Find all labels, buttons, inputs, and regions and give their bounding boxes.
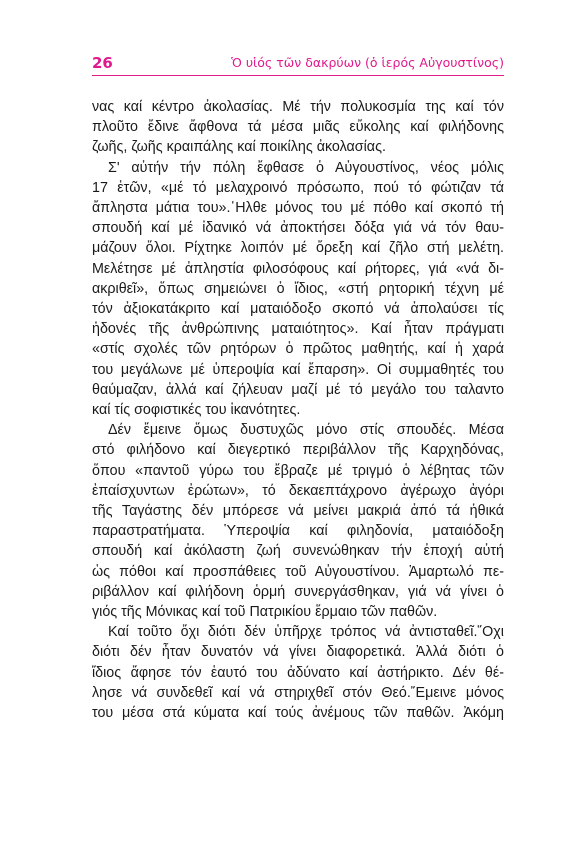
- text-line: ἐπαίσχυντων ἐρώτων», τό δεκαεπτάχρονο ἀγέρωχο ἀγόρι: [92, 482, 504, 499]
- text-line: ἡδονές τῆς ἀνθρώπινης ματαιότητος». Καί ἦταν πράγματι: [92, 321, 504, 338]
- text-line: ζωῆς, ζωῆς κραιπάλης καί ποικίλης ἀκολασίας.: [92, 139, 386, 156]
- paragraph: [92, 97, 504, 158]
- page-number: 26: [92, 54, 113, 72]
- text-line: διότι δέν ἦταν δυνατόν νά γίνει διαφορετικά. Ἀλλά διότι ὁ: [92, 644, 504, 661]
- body-text: [92, 97, 504, 723]
- text-line: Μελέτησε μέ ἀπληστία φιλοσόφους καί ρήτορες, γιά «νά δι-: [92, 260, 504, 277]
- text-line: καί τίς σοφιστικές του ἱκανότητες.: [92, 402, 301, 419]
- paragraph: [92, 420, 504, 622]
- text-line: στό φιλήδονο καί διεγερτικό περιβάλλον τῆς Καρχηδόνας,: [92, 442, 504, 459]
- text-line: Καί τοῦτο ὄχι διότι δέν ὑπῆρχε τρόπος νά ἀντισταθεῖ.῞Οχι: [108, 624, 504, 641]
- text-line: ὅπου «παντοῦ γύρω του ἔβραζε μέ τριγμό ὁ λέβητας τῶν: [92, 462, 504, 479]
- paragraph: [92, 622, 504, 723]
- text-line: μάζουν ὅλοι. Ρίχτηκε λοιπόν μέ ὄρεξη καί ζῆλο στή μελέτη.: [92, 240, 504, 257]
- text-line: σπουδή καί ἀκόλαστη ζωή συνενώθηκαν τήν ἐποχή αὐτή: [92, 543, 504, 560]
- text-line: ἄπληστα μάτια του».῾Ηλθε μόνος του μέ πόθο καί σκοπό τή: [92, 200, 504, 217]
- running-title: Ὁ υἱός τῶν δακρύων (ὁ ἱερός Αὐγουστίνος): [231, 55, 504, 70]
- text-line: του μεγάλωνε μέ ὑπεροψία καί ἔπαρση». Οἱ συμμαθητές του: [92, 361, 504, 378]
- text-line: πλοῦτο ἔδινε ἄφθονα τά μέσα μιᾶς εὔκολης καί φιλήδονης: [92, 119, 504, 136]
- text-line: σπουδή καί μέ ἰδανικό νά ἀποκτήσει δόξα γιά νά τόν θαυ-: [92, 220, 504, 237]
- page-header: [92, 54, 504, 80]
- text-line: Σ' αὐτήν τήν πόλη ἔφθασε ὁ Αὐγουστίνος, νέος μόλις: [108, 159, 504, 176]
- text-line: 17 ἐτῶν, «μέ τό μελαχροινό πρόσωπο, πού τό φώτιζαν τά: [92, 179, 504, 196]
- text-line: ὡς πόθοι καί προσπάθειες τοῦ Αὐγουστίνου. Ἁμαρτωλό πε-: [92, 563, 504, 580]
- text-line: ριβάλλον καί φιλήδονη ὁρμή συνεργάσθηκαν, γιά νά γίνει ὁ: [92, 583, 504, 600]
- text-line: τόν ἀξιοκατάκριτο καί ματαιόδοξο σκοπό νά ἀπολαύσει τίς: [92, 301, 504, 318]
- text-line: λησε νά συνδεθεῖ καί νά στηριχθεῖ στόν Θεό.῎Εμεινε μόνος: [92, 684, 504, 701]
- text-line: του μέσα στά κύματα καί τούς ἀνέμους τῶν παθῶν. Ἀκόμη: [92, 705, 504, 722]
- paragraph: [92, 158, 504, 421]
- text-line: Δέν ἔμεινε ὅμως δυστυχῶς μόνο στίς σπουδές. Μέσα: [108, 422, 504, 439]
- text-line: θαύμαζαν, ἀλλά καί ζήλευαν μαζί μέ τό μεγάλο του ταλαντο: [92, 381, 504, 398]
- text-line: νας καί κέντρο ἀκολασίας. Μέ τήν πολυκοσμία της καί τόν: [92, 99, 504, 115]
- text-line: παραστρατήματα. Ὑπεροψία καί φιληδονία, ματαιόδοξη: [92, 523, 504, 540]
- text-line: γιός τῆς Μόνικας καί τοῦ Πατρικίου ἕρμαιο τῶν παθῶν.: [92, 604, 438, 621]
- text-line: ακριθεῖ», ὅπως σημειώνει ὁ ἴδιος, «στή ρητορική τέχνη μέ: [92, 280, 504, 297]
- header-rule: [92, 75, 504, 76]
- text-line: ἴδιος ἄφησε τόν ἑαυτό του ἀδύνατο καί ἀστήρικτο. Δέν θέ-: [92, 664, 504, 681]
- text-line: «στίς σχολές τῶν ρητόρων ὁ πρῶτος μαθητής, καί ἡ χαρά: [92, 341, 504, 358]
- text-line: τῆς Ταγάστης δέν μπόρεσε νά μείνει μακριά ἀπό τά ἠθικά: [92, 503, 504, 520]
